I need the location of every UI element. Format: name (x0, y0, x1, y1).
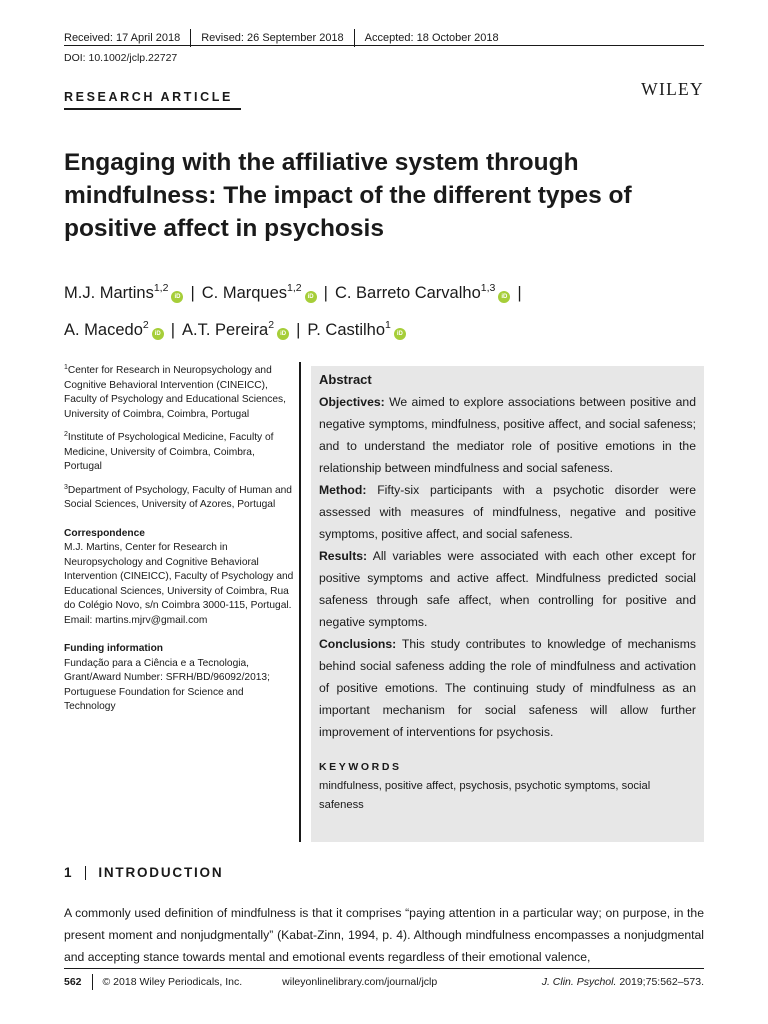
author-separator: | (170, 321, 176, 339)
funding (64, 642, 294, 715)
page-number: 562 (64, 976, 82, 988)
author[interactable]: C. Barreto Carvalho$^{1,3}$iD (335, 272, 510, 309)
orcid-icon[interactable]: iD (394, 328, 406, 340)
author-list (64, 272, 714, 346)
funding-text: Fundação para a Ciência e a Tecnologia, Grant/Award Number: SFRH/BD/96092/2013; Portuguese Foundation for Science and Technology (64, 657, 270, 712)
orcid-icon[interactable]: iD (498, 291, 510, 303)
correspondence-address: M.J. Martins, Center for Research in Neuropsychology and Cognitive Behavioral Intervention (CINEICC), Faculty of Psychology and Educational Sciences, University of Coimbra, Rua do Colégio Novo, s/n Coimbra 3000-115, Portugal. (64, 542, 294, 611)
footer-divider (92, 974, 93, 990)
abstract-heading: Abstract (319, 372, 372, 387)
author-separator: | (190, 284, 195, 302)
keywords-list: mindfulness, positive affect, psychosis, psychotic symptoms, social safeness (319, 780, 651, 811)
author[interactable]: P. Castilho$^1$iD (307, 309, 406, 346)
correspondence-email[interactable]: Email: martins.mjrv@gmail.com (64, 614, 208, 626)
correspondence (64, 527, 294, 629)
orcid-icon[interactable]: iD (171, 291, 183, 303)
affiliation: $^2$Institute of Psychological Medicine, Faculty of Medicine, University of Coimbra, Coimbra, Portugal (64, 431, 274, 472)
orcid-icon[interactable]: iD (305, 291, 317, 303)
publisher-logo: WILEY (641, 79, 704, 99)
author-separator: | (296, 321, 301, 339)
section-title: INTRODUCTION (98, 865, 224, 880)
correspondence-heading: Correspondence (64, 527, 145, 539)
funding-heading: Funding information (64, 643, 164, 654)
article-type: RESEARCH ARTICLE (64, 90, 233, 104)
received-date: Received: 17 April 2018 (64, 32, 181, 44)
orcid-icon[interactable]: iD (152, 328, 164, 340)
abstract-results: Results: All variables were associated with each other except for positive symptoms and active affect. Mindfulness predicted social safeness through safe affect, when controlling for positive and negative symptoms. (319, 549, 696, 629)
section-divider (85, 866, 86, 880)
section-heading (64, 865, 223, 880)
author[interactable]: A. Macedo$^2$iD (64, 309, 164, 346)
affiliation-sidebar (64, 361, 294, 721)
footer-rule (64, 968, 704, 969)
accepted-date: Accepted: 18 October 2018 (364, 32, 499, 44)
abstract-box (311, 366, 704, 842)
author[interactable]: A.T. Pereira$^2$iD (182, 309, 289, 346)
section-number: 1 (64, 865, 74, 880)
abstract-conclusions: Conclusions: This study contributes to knowledge of mechanisms behind social safeness adding the role of mindfulness and activation of positive emotions. The continuing study of mindfulness as an important mechanism for social safeness will allow further improvement of interventions for psychosis. (319, 637, 696, 739)
article-type-underline (64, 108, 241, 110)
article-title: Engaging with the affiliative system through mindfulness: The impact of the different types of positive affect in psychosis (64, 149, 632, 242)
journal-citation: J. Clin. Psychol. 2019;75:562–573. (541, 976, 704, 988)
introduction-paragraph: A commonly used definition of mindfulness is that it comprises “paying attention in a particular way; on purpose, in the present moment and nonjudgmentally” (Kabat-Zinn, 1994, p. 4). Although mindfulness encompasses a nonjudgmental and accepting stance towards mental and emotional events regardless of their emotional valence, (64, 906, 704, 964)
orcid-icon[interactable]: iD (277, 328, 289, 340)
copyright: © 2018 Wiley Periodicals, Inc. (102, 976, 243, 988)
affiliation: $^3$Department of Psychology, Faculty of Human and Social Sciences, University of Azores, Portugal (64, 483, 292, 510)
abstract-objectives: Objectives: We aimed to explore associations between positive and negative symptoms, mindfulness, positive affect, and social safeness; and to understand the mediator role of positive emotions in the relationship between mindfulness and social safeness. (319, 395, 696, 475)
author[interactable]: M.J. Martins$^{1,2}$iD (64, 272, 183, 309)
doi[interactable]: DOI: 10.1002/jclp.22727 (64, 52, 178, 64)
journal-url[interactable]: wileyonlinelibrary.com/journal/jclp (282, 976, 438, 988)
sidebar-divider (299, 362, 301, 842)
affiliation: $^1$Center for Research in Neuropsychology and Cognitive Behavioral Intervention (CINEICC), Faculty of Psychology and Educational Sciences, University of Coimbra, Coimbra, Portugal (64, 364, 286, 420)
revised-date: Revised: 26 September 2018 (201, 32, 344, 44)
page-footer (64, 974, 704, 990)
author-separator: | (517, 284, 522, 302)
keywords-heading: KEYWORDS (319, 761, 402, 773)
header-rule (64, 45, 704, 46)
abstract-method: Method: Fifty-six participants with a psychotic disorder were assessed with measures of mindfulness, negative and positive symptoms, positive affect, and social safeness. (319, 483, 696, 541)
author-separator: | (323, 284, 328, 302)
author[interactable]: C. Marques$^{1,2}$iD (202, 272, 317, 309)
